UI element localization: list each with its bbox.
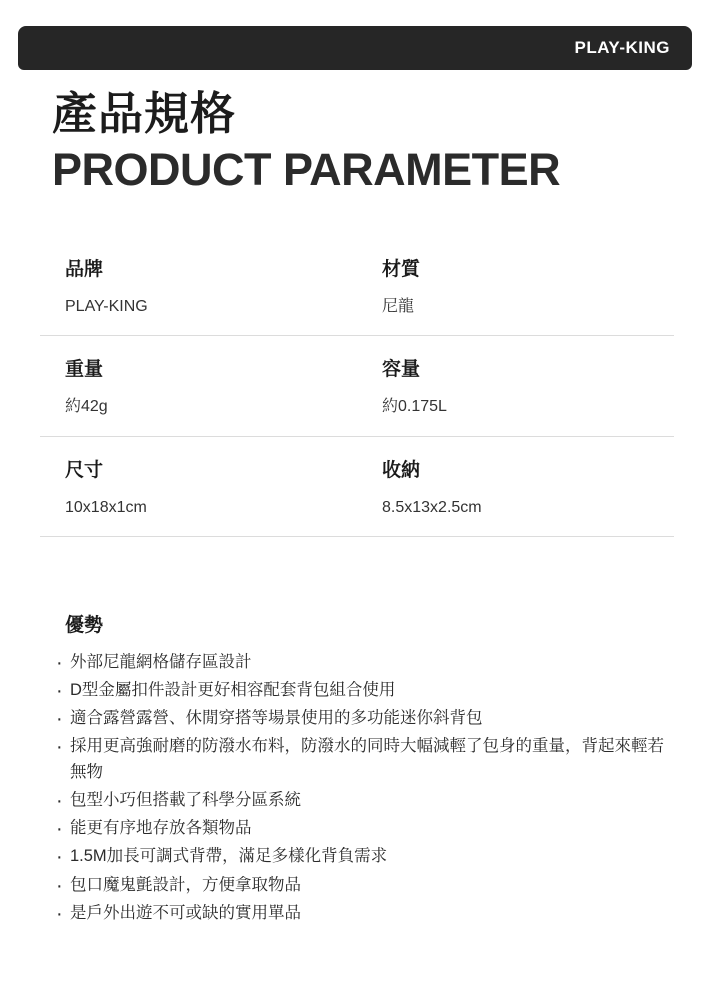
list-item: · 是戶外出遊不可或缺的實用單品 — [54, 900, 680, 926]
page-title-en: PRODUCT PARAMETER — [52, 143, 561, 195]
page-title — [52, 88, 692, 196]
brand-banner — [18, 26, 692, 70]
table-row — [40, 358, 674, 436]
spec-value: PLAY-KING — [65, 297, 148, 315]
spec-label: 材質 — [382, 259, 421, 280]
spec-label: 重量 — [65, 359, 104, 381]
spec-cell-folded — [357, 459, 674, 518]
spec-cell-brand — [40, 258, 357, 317]
spec-table — [40, 258, 674, 559]
spec-cell-capacity — [357, 358, 674, 417]
list-item: · 適合露營露營、休閒穿搭等場景使用的多功能迷你斜背包 — [54, 705, 680, 731]
spec-value: 約42g — [65, 398, 108, 416]
list-item: · 1.5M加長可調式背帶，滿足多樣化背負需求 — [54, 843, 680, 869]
spec-value: 10x18x1cm — [65, 498, 147, 516]
spec-label: 尺寸 — [65, 459, 104, 481]
spec-cell-size — [40, 459, 357, 518]
advantages-title: 優勢 — [65, 615, 104, 636]
list-item: · 採用更高強耐磨的防潑水布料，防潑水的同時大幅減輕了包身的重量，背起來輕若無物 — [54, 733, 680, 785]
list-item: · 包口魔鬼氈設計，方便拿取物品 — [54, 872, 680, 898]
spec-value: 尼龍 — [382, 297, 415, 315]
spec-cell-material — [357, 258, 674, 317]
table-row — [40, 459, 674, 537]
list-item: · 能更有序地存放各類物品 — [54, 815, 680, 841]
advantages-list — [40, 649, 680, 926]
spec-label: 品牌 — [65, 259, 104, 280]
spec-label: 收納 — [382, 459, 421, 481]
table-row — [40, 258, 674, 336]
list-item: · 包型小巧但搭載了科學分區系統 — [54, 787, 680, 813]
spec-value: 8.5x13x2.5cm — [382, 498, 482, 516]
advantages-section — [40, 610, 680, 928]
spec-cell-weight — [40, 358, 357, 417]
spec-value: 約0.175L — [382, 398, 447, 416]
brand-name: PLAY-KING — [574, 38, 670, 57]
page-title-cn: 產品規格 — [52, 88, 237, 139]
list-item: · D型金屬扣件設計更好相容配套背包組合使用 — [54, 677, 680, 703]
list-item: · 外部尼龍網格儲存區設計 — [54, 649, 680, 675]
spec-label: 容量 — [382, 359, 421, 381]
